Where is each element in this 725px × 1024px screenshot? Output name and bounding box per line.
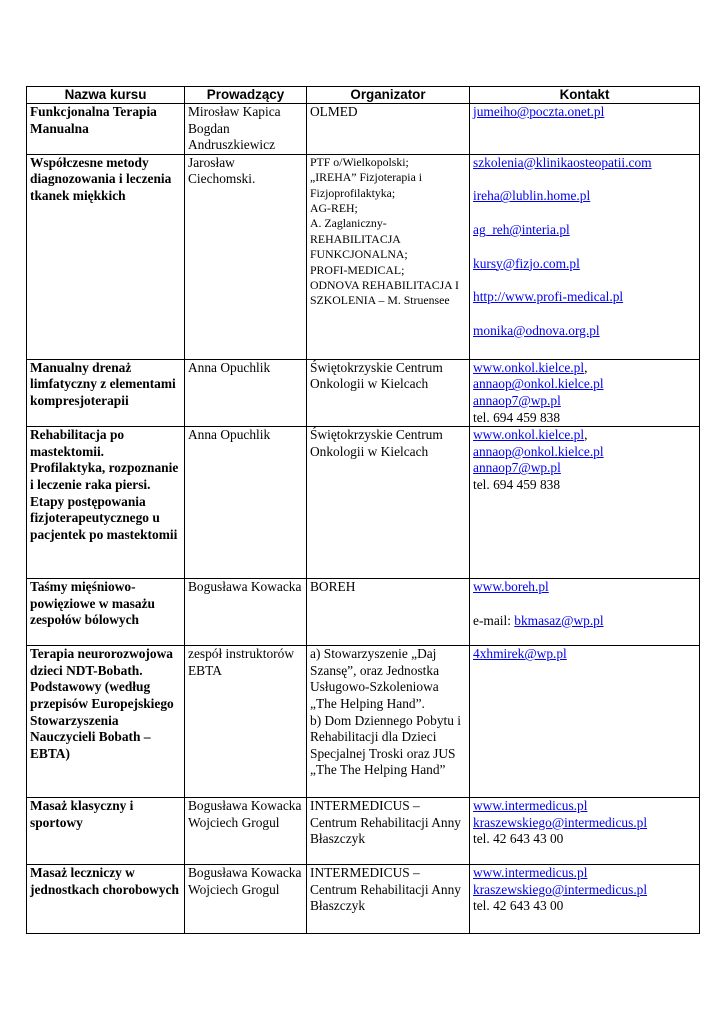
organizer-cell bbox=[307, 104, 470, 155]
course-name: Masaż klasyczny i sportowy bbox=[27, 798, 185, 865]
email-link[interactable]: annaop@onkol.kielce.pl bbox=[473, 376, 604, 392]
courses-table bbox=[26, 86, 700, 934]
table-row bbox=[27, 104, 700, 155]
header-row bbox=[27, 87, 700, 104]
course-name: Współczesne metody diagnozowania i leczenia tkanek miękkich bbox=[27, 154, 185, 359]
email-link[interactable]: annaop7@wp.pl bbox=[473, 460, 561, 476]
email-link[interactable]: kraszewskiego@intermedicus.pl bbox=[473, 814, 648, 830]
header-organizer: Organizator bbox=[307, 87, 470, 104]
phone-number: tel. 694 459 838 bbox=[473, 476, 561, 492]
instructor-name: Anna Opuchlik bbox=[188, 359, 271, 375]
contact-cell bbox=[470, 104, 700, 155]
instructor-cell bbox=[185, 865, 307, 934]
website-link[interactable]: www.onkol.kielce.pl bbox=[473, 359, 585, 375]
contact-link[interactable]: http://www.profi-medical.pl bbox=[473, 289, 624, 305]
email-link[interactable]: annaop7@wp.pl bbox=[473, 392, 561, 408]
instructor-name: Bogusława Kowacka bbox=[188, 579, 302, 595]
course-name: Funkcjonalna Terapia Manualna bbox=[27, 104, 185, 155]
phone-number: tel. 42 643 43 00 bbox=[473, 831, 564, 847]
contact-cell bbox=[470, 579, 700, 646]
website-link[interactable]: www.boreh.pl bbox=[473, 579, 549, 595]
table-row bbox=[27, 427, 700, 579]
email-link[interactable]: bkmasaz@wp.pl bbox=[514, 612, 604, 628]
instructor-cell bbox=[185, 798, 307, 865]
course-name: Rehabilitacja po mastektomii. Profilaktyka, rozpoznanie i leczenie raka piersi. Etapy postępowania fizjoterapeutycznego u pacjentek po mastektomii bbox=[27, 427, 185, 579]
table-row bbox=[27, 359, 700, 426]
organizer-name: INTERMEDICUS – Centrum Rehabilitacji Anny Błaszczyk bbox=[310, 865, 461, 914]
email-link[interactable]: annaop@onkol.kielce.pl bbox=[473, 443, 604, 459]
header-course: Nazwa kursu bbox=[27, 87, 185, 104]
organizer-cell bbox=[307, 359, 470, 426]
instructor-name: Wojciech Grogul bbox=[188, 881, 280, 897]
instructor-name: Bogusława Kowacka bbox=[188, 865, 302, 881]
instructor-name: Mirosław Kapica bbox=[188, 104, 281, 119]
instructor-name: Wojciech Grogul bbox=[188, 814, 280, 830]
email-link[interactable]: 4xhmirek@wp.pl bbox=[473, 646, 567, 662]
course-name: Terapia neurorozwojowa dzieci NDT-Bobath. Podstawowy (według przepisów Europejskiego Stowarzyszenia Nauczycieli Bobath – EBTA) bbox=[27, 646, 185, 798]
organizer-name: Świętokrzyskie Centrum Onkologii w Kielcach bbox=[310, 427, 443, 459]
organizer-name: b) Dom Dziennego Pobytu i Rehabilitacji dla Dzieci Specjalnej Troski oraz JUS „The The Helping Hand” bbox=[310, 712, 461, 778]
table-row bbox=[27, 646, 700, 798]
organizer-name: „IREHA” Fizjoterapia i Fizjoprofilaktyka; bbox=[310, 170, 423, 200]
organizer-name: OLMED bbox=[310, 104, 358, 119]
contact-cell bbox=[470, 646, 700, 798]
contact-cell bbox=[470, 865, 700, 934]
website-link[interactable]: www.onkol.kielce.pl bbox=[473, 427, 585, 443]
organizer-cell bbox=[307, 579, 470, 646]
organizer-name: Świętokrzyskie Centrum Onkologii w Kielcach bbox=[310, 359, 443, 392]
instructor-name: Bogdan Andruszkiewicz bbox=[188, 120, 276, 153]
table-row bbox=[27, 579, 700, 646]
organizer-name: AG-REH; bbox=[310, 201, 358, 215]
organizer-cell bbox=[307, 798, 470, 865]
contact-cell: www.onkol.kielce.pl, annaop@onkol.kielce.pl annaop7@wp.pl tel. 694 459 838 bbox=[470, 359, 700, 426]
website-link[interactable]: www.intermedicus.pl bbox=[473, 865, 588, 881]
table-row bbox=[27, 154, 700, 359]
instructor-cell bbox=[185, 646, 307, 798]
organizer-cell bbox=[307, 154, 470, 359]
contact-link[interactable]: jumeiho@poczta.onet.pl bbox=[473, 104, 605, 119]
contact-cell bbox=[470, 798, 700, 865]
table-row bbox=[27, 798, 700, 865]
course-name: Manualny drenaż limfatyczny z elementami kompresjoterapii bbox=[27, 359, 185, 426]
course-name: Taśmy mięśniowo-powięziowe w masażu zespołów bólowych bbox=[27, 579, 185, 646]
instructor-cell bbox=[185, 154, 307, 359]
contact-link[interactable]: kursy@fizjo.com.pl bbox=[473, 255, 580, 271]
phone-number: tel. 694 459 838 bbox=[473, 409, 561, 425]
instructor-cell bbox=[185, 579, 307, 646]
contact-link[interactable]: monika@odnova.org.pl bbox=[473, 322, 600, 338]
organizer-cell bbox=[307, 646, 470, 798]
instructor-cell bbox=[185, 359, 307, 426]
instructor-cell bbox=[185, 104, 307, 155]
header-contact: Kontakt bbox=[470, 87, 700, 104]
organizer-cell bbox=[307, 427, 470, 579]
organizer-name: PROFI-MEDICAL; bbox=[310, 262, 405, 277]
phone-number: tel. 42 643 43 00 bbox=[473, 898, 564, 914]
contact-cell: www.onkol.kielce.pl, annaop@onkol.kielce.pl annaop7@wp.pl tel. 694 459 838 bbox=[470, 427, 700, 579]
contact-link[interactable]: ag_reh@interia.pl bbox=[473, 221, 570, 237]
organizer-cell bbox=[307, 865, 470, 934]
organizer-name: A. Zaglaniczny- REHABILITACJA FUNKCJONALNA; bbox=[310, 216, 408, 262]
organizer-name: a) Stowarzyszenie „Daj Szansę”, oraz Jednostka Usługowo-Szkoleniowa „The Helping Hand”. bbox=[310, 646, 440, 711]
organizer-name: ODNOVA REHABILITACJA I SZKOLENIA – M. Struensee bbox=[310, 278, 459, 308]
contact-link[interactable]: szkolenia@klinikaosteopatii.com bbox=[473, 154, 652, 170]
email-label: e-mail: bbox=[473, 612, 515, 628]
instructor-name: Anna Opuchlik bbox=[188, 427, 271, 443]
organizer-name: INTERMEDICUS – Centrum Rehabilitacji Anny Błaszczyk bbox=[310, 798, 461, 847]
email-link[interactable]: kraszewskiego@intermedicus.pl bbox=[473, 881, 648, 897]
instructor-name: zespół instruktorów EBTA bbox=[188, 646, 294, 678]
instructor-name: Bogusława Kowacka bbox=[188, 798, 302, 814]
organizer-name: PTF o/Wielkopolski; bbox=[310, 154, 409, 169]
table-row bbox=[27, 865, 700, 934]
organizer-name: BOREH bbox=[310, 579, 356, 595]
header-instructor: Prowadzący bbox=[185, 87, 307, 104]
contact-cell bbox=[470, 154, 700, 359]
website-link[interactable]: www.intermedicus.pl bbox=[473, 798, 588, 814]
course-name: Masaż leczniczy w jednostkach chorobowych bbox=[27, 865, 185, 934]
instructor-cell bbox=[185, 427, 307, 579]
instructor-name: Jarosław Ciechomski. bbox=[188, 154, 256, 187]
contact-link[interactable]: ireha@lublin.home.pl bbox=[473, 188, 591, 204]
